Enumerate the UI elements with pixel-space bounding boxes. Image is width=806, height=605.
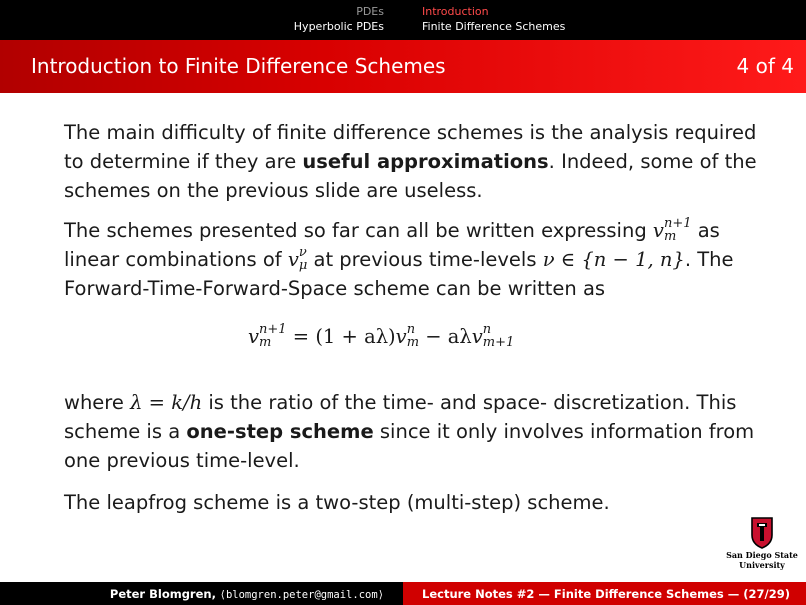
math-sup: n [406, 321, 416, 337]
text: as linear combinations of [64, 219, 720, 271]
frame-title-bar [0, 40, 806, 93]
nav-section-introduction[interactable]: Introduction [422, 5, 489, 18]
math-sub: μ [298, 257, 308, 273]
logo-text-line2: University [739, 560, 785, 570]
math-nu-set: ν ∈ {n − 1, n} [542, 248, 685, 271]
math-sup: n [482, 321, 492, 337]
text: where [64, 391, 131, 414]
text: The schemes presented so far can all be written expressing [64, 219, 653, 242]
math-supsub [299, 246, 307, 272]
math-v: v [471, 325, 483, 348]
slide-content [64, 118, 764, 517]
text: is the ratio of the time- and space- discretization. This scheme is a [64, 391, 737, 443]
math-sup: n+1 [663, 215, 692, 231]
math-v: v [395, 325, 407, 348]
text: . Indeed, some of the schemes on the previous slide are useless. [64, 150, 757, 202]
footer-email: ⟨blomgren.peter@gmail.com⟩ [219, 589, 384, 601]
math-sub: m [663, 228, 677, 244]
text: . The Forward-Time-Forward-Space scheme can be written as [64, 248, 734, 300]
math-sub: m+1 [482, 334, 515, 350]
math-sub: m [406, 334, 420, 350]
bold-one-step-scheme: one-step scheme [186, 420, 374, 443]
footer [0, 582, 806, 605]
footer-lecture-text: Lecture Notes #2 — Finite Difference Schemes — (27/29) [422, 587, 790, 601]
nav-left-group [0, 0, 403, 40]
shield-icon [749, 517, 775, 549]
math-supsub [664, 217, 692, 243]
bold-useful-approximations: useful approximations [302, 150, 549, 173]
text: at previous time-levels [307, 248, 543, 271]
nav-subsection-fds[interactable]: Finite Difference Schemes [422, 20, 566, 33]
paragraph-one-step [64, 388, 764, 478]
nav-subsection-hyperbolic[interactable]: Hyperbolic PDEs [293, 20, 384, 33]
math-supsub [407, 323, 419, 349]
frame-page-counter: 4 of 4 [736, 54, 794, 78]
nav-section-pdes[interactable]: PDEs [356, 5, 384, 18]
math-v: v [248, 325, 260, 348]
math-v: v [287, 248, 299, 271]
text: The main difficulty of finite difference schemes is the analysis required to determine if they are [64, 121, 757, 173]
paragraph-linear-combinations [64, 216, 764, 304]
university-logo [722, 517, 802, 577]
math-sup: ν [298, 244, 307, 260]
math-rhs: = (1 + aλ) [286, 325, 396, 348]
math-supsub [483, 323, 515, 349]
math-minus: − aλ [419, 325, 472, 348]
footer-author: Peter Blomgren, [109, 587, 216, 601]
footer-lecture-box [403, 582, 806, 605]
top-navigation [0, 0, 806, 40]
text: since it only involves information from one previous time-level. [64, 420, 755, 472]
math-sup: n+1 [259, 321, 287, 337]
math-lambda-def: λ = k/h [130, 391, 203, 414]
footer-author-box [0, 582, 403, 605]
nav-right-group [403, 0, 806, 40]
paragraph-difficulty [64, 118, 764, 208]
footer-lecture [422, 587, 790, 601]
math-v: v [652, 219, 664, 242]
paragraph-leapfrog: The leapfrog scheme is a two-step (multi-step) scheme. [64, 491, 610, 514]
logo-text-line1: San Diego State [726, 550, 798, 560]
frame-title: Introduction to Finite Difference Schemes [31, 54, 446, 78]
math-sub: m [259, 334, 272, 350]
equation-ftfs [64, 304, 764, 382]
math-supsub [259, 323, 287, 349]
footer-author-text [110, 587, 384, 601]
